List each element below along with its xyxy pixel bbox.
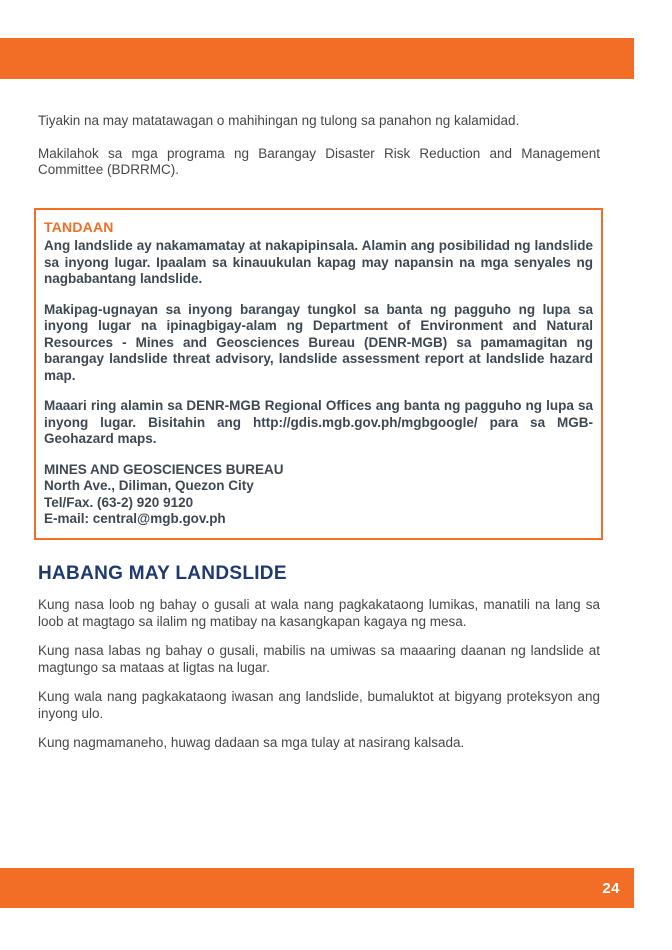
during-paragraph: Kung nasa loob ng bahay o gusali at wala nang pagkakataong lumikas, manatili na lang sa loob at magtago sa ilalim ng matibay na kasangkapan kagaya ng mesa.	[38, 597, 600, 629]
tandaan-paragraph: Maaari ring alamin sa DENR-MGB Regional Offices ang banta ng pagguho ng lupa sa inyong lugar. Bisitahin ang http://gdis.mgb.gov.ph/mgbgoogle/ para sa MGB-Geohazard maps.	[44, 398, 593, 446]
tandaan-box-title: TANDAAN	[44, 219, 114, 235]
contact-address: North Ave., Diliman, Quezon City	[44, 478, 254, 493]
tandaan-callout-box	[34, 208, 603, 540]
bottom-banner-bar	[0, 868, 634, 908]
during-paragraph: Kung nagmamaneho, huwag dadaan sa mga tulay at nasirang kalsada.	[38, 735, 465, 750]
tandaan-paragraph: Ang landslide ay nakamamatay at nakapipinsala. Alamin ang posibilidad ng landslide sa inyong lugar. Ipaalam sa kinauukulan kapag may napansin na mga senyales ng nagbabantang landslide.	[44, 238, 593, 286]
intro-paragraph: Makilahok sa mga programa ng Barangay Disaster Risk Reduction and Management Committee (BDRRMC).	[38, 145, 600, 177]
contact-email: E-mail: central@mgb.gov.ph	[44, 511, 226, 526]
during-paragraph: Kung wala nang pagkakataong iwasan ang landslide, bumaluktot at bigyang proteksyon ang inyong ulo.	[38, 689, 600, 721]
intro-paragraph: Tiyakin na may matatawagan o mahihingan ng tulong sa panahon ng kalamidad.	[38, 113, 520, 128]
during-paragraph: Kung nasa labas ng bahay o gusali, mabilis na umiwas sa maaaring daanan ng landslide at magtungo sa mataas at ligtas na lugar.	[38, 643, 600, 675]
contact-telfax: Tel/Fax. (63-2) 920 9120	[44, 494, 194, 510]
top-banner-bar	[0, 38, 634, 79]
tandaan-paragraph: Makipag-ugnayan sa inyong barangay tungkol sa banta ng pagguho ng lupa sa inyong lugar na ipinagbigay-alam ng Department of Environment and Natural Resources - Mines and Geosciences Bureau (DENR-MGB) sa pamamagitan ng barangay landslide threat advisory, landslide assessment report at landslide hazard map.	[44, 301, 593, 383]
page-number: 24	[602, 879, 620, 897]
during-landslide-section	[38, 597, 600, 765]
section-heading: HABANG MAY LANDSLIDE	[38, 563, 287, 584]
contact-block	[44, 462, 593, 528]
contact-agency-name: MINES AND GEOSCIENCES BUREAU	[44, 461, 284, 477]
intro-section	[38, 113, 600, 195]
